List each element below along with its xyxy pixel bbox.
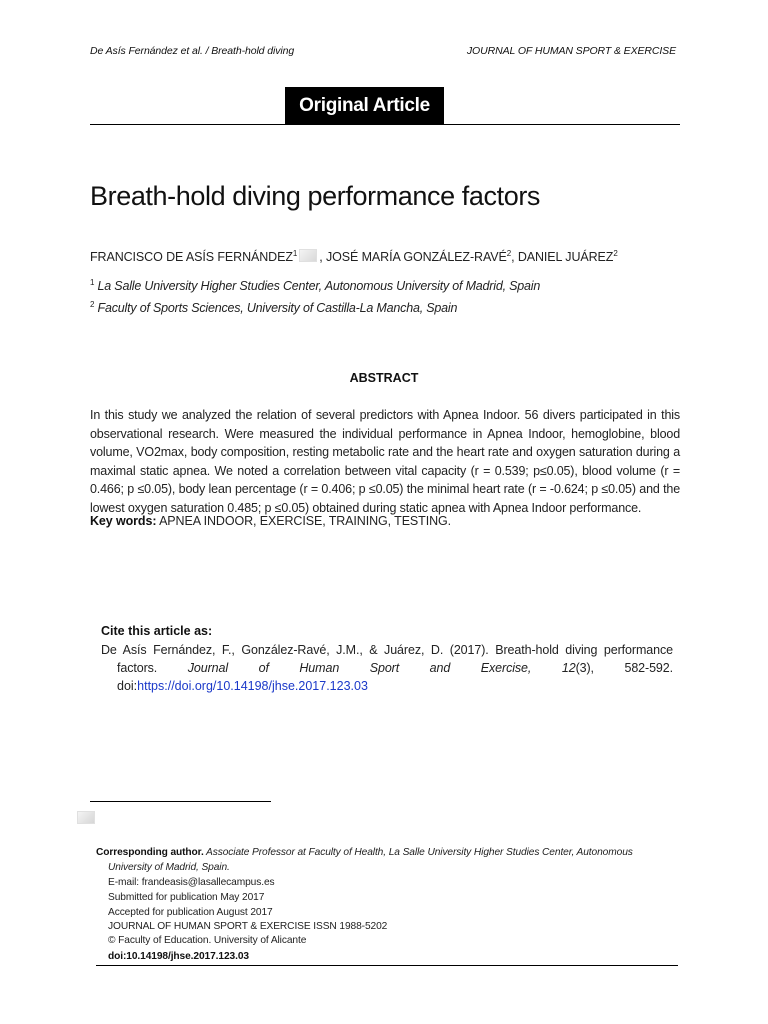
footnote-copyright: © Faculty of Education. University of Alicante [108, 935, 307, 946]
citation-line-3 [117, 677, 368, 696]
citation-issue-pages: (3), 582-592. [575, 661, 674, 675]
corresponding-author-text: Associate Professor at Faculty of Health, La Salle University Higher Studies Center, Autonomous [203, 847, 633, 858]
header-author: De Asís Fernández [90, 45, 178, 57]
author-1: FRANCISCO DE ASÍS FERNÁNDEZ [90, 250, 293, 264]
footnote-submitted: Submitted for publication May 2017 [108, 892, 265, 903]
author-2: , JOSÉ MARÍA GONZÁLEZ-RAVÉ [319, 250, 507, 264]
citation-title-end: factors. [117, 661, 158, 675]
article-type-banner: Original Article [285, 87, 444, 124]
footnote-doi: doi:10.14198/jhse.2017.123.03 [108, 951, 249, 962]
footnote-divider [90, 801, 271, 802]
author-3: , DANIEL JUÁREZ [511, 250, 614, 264]
corresponding-author-continued: University of Madrid, Spain. [108, 862, 230, 873]
bottom-divider [96, 965, 678, 966]
footnote-journal-issn: JOURNAL OF HUMAN SPORT & EXERCISE ISSN 1988-5202 [108, 921, 388, 932]
author-2-affiliation: 2 [506, 249, 512, 258]
citation-volume: 12 [561, 661, 576, 675]
affiliation-text: La Salle University Higher Studies Center, Autonomous University of Madrid, Spain [97, 279, 541, 293]
article-title: Breath-hold diving performance factors [90, 181, 541, 211]
header-etal: et al. [177, 45, 203, 57]
affiliation-marker: 1 [90, 278, 95, 287]
corresponding-author [96, 846, 676, 861]
top-divider [90, 124, 680, 125]
citation-doi-prefix: doi: [117, 679, 138, 693]
citation-doi-link[interactable]: https://doi.org/10.14198/jhse.2017.123.03 [137, 679, 368, 693]
corresponding-author-label: Corresponding author. [96, 847, 204, 858]
affiliation-1 [90, 278, 540, 293]
footnote-accepted: Accepted for publication August 2017 [108, 907, 273, 918]
citation-journal: Journal of Human Sport and Exercise, [187, 661, 532, 675]
abstract-body: In this study we analyzed the relation of several predictors with Apnea Indoor. 56 divers participated in this observational research. Were measured the individual performance in Apnea Indoor, hemoglobine, blood volume, VO2max, body composition, resting metabolic rate and the heart rate and oxygen saturation during a maximal static apnea. We noted a correlation between vital capacity (r = 0.539; p≤0.05), blood volume (r = 0.466; p ≤0.05), body lean percentage (r = 0.406; p ≤0.05) the minimal heart rate (r = -0.624; p ≤0.05) and the lowest oxygen saturation 0.485; p ≤0.05) obtained during static apnea with Apnea Indoor performance. [90, 408, 680, 515]
running-header-journal: JOURNAL OF HUMAN SPORT & EXERCISE [466, 45, 676, 57]
author-3-affiliation: 2 [613, 249, 618, 258]
envelope-icon [77, 811, 95, 824]
affiliation-marker: 2 [90, 300, 95, 309]
affiliation-text: Faculty of Sports Sciences, University of Castilla-La Mancha, Spain [97, 301, 458, 315]
keywords-label: Key words: [90, 514, 157, 528]
citation-line-2 [117, 659, 673, 678]
footnote-email: E-mail: frandeasis@lasallecampus.es [108, 877, 275, 888]
citation-line-1: De Asís Fernández, F., González-Ravé, J.M., & Juárez, D. (2017). Breath-hold diving performance [101, 643, 673, 657]
abstract-heading: ABSTRACT [349, 371, 419, 385]
envelope-icon [299, 249, 317, 262]
keywords-list: APNEA INDOOR, EXERCISE, TRAINING, TESTING. [156, 514, 451, 528]
author-1-affiliation: 1 [292, 249, 298, 258]
affiliation-2 [90, 300, 457, 315]
header-short-title: / Breath-hold diving [202, 45, 295, 57]
citation-heading: Cite this article as: [101, 624, 213, 638]
keywords [90, 514, 451, 528]
author-list [90, 249, 618, 264]
running-header-left [90, 45, 294, 57]
